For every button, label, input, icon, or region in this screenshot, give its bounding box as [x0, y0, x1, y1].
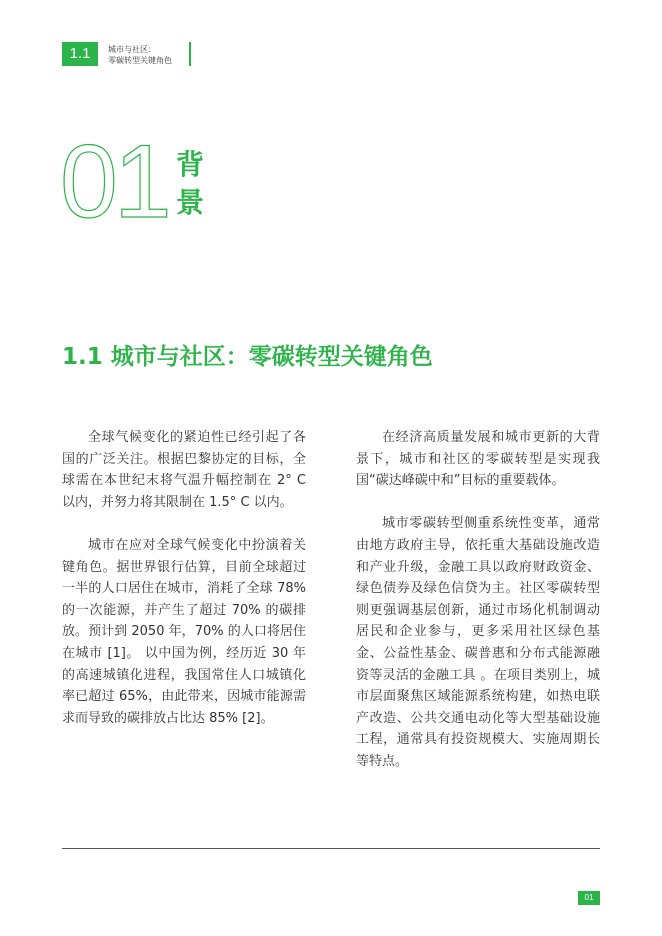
- paragraph: 城市在应对全球气候变化中扮演着关键角色。据世界银行估算，目前全球超过一半的人口居住在城市，消耗了全球 78% 的一次能源，并产生了超过 70% 的碳排放。预计到 2050 年，70% 的人口将居住在城市 [1]。 以中国为例，经历近 30 年的高速城镇化进程，我国常住人口城镇化率已超过 65%，由此带来，因城市能源需求而导致的碳排放占比达 85% [2]。: [62, 537, 306, 726]
- header-divider: [189, 42, 191, 66]
- footer-divider: [62, 848, 600, 849]
- section-title: 1.1 城市与社区：零碳转型关键角色: [62, 344, 433, 370]
- chapter-title-char-2: 景: [176, 186, 205, 219]
- page-number: 01: [578, 891, 600, 905]
- running-header-line1: 城市与社区：: [108, 45, 156, 54]
- paragraph: 城市零碳转型侧重系统性变革，通常由地方政府主导，依托重大基础设施改造和产业升级，金融工具以政府财政资金、绿色债券及绿色信贷为主。社区零碳转型则更强调基层创新，通过市场化机制调动居民和企业参与，更多采用社区绿色基金、公益性基金、碳普惠和分布式能源融资等灵活的金融工具 。在项目类别上，城市层面聚焦区域能源系统构建，如热电联产改造、公共交通电动化等大型基础设施工程，通常具有投资规模大、实施周期长等特点。: [356, 516, 600, 769]
- left-column: [62, 427, 306, 751]
- chapter-title-char-1: 背: [176, 148, 205, 181]
- chapter-title: [176, 146, 216, 222]
- paragraph: 全球气候变化的紧迫性已经引起了各国的广泛关注。根据巴黎协定的目标，全球需在本世纪末将气温升幅控制在 2° C 以内，并努力将其限制在 1.5° C 以内。: [62, 430, 306, 510]
- running-header-line2: 零碳转型关键角色: [108, 56, 172, 65]
- paragraph: 在经济高质量发展和城市更新的大背景下，城市和社区的零碳转型是实现我国“碳达峰碳中和”目标的重要载体。: [356, 430, 600, 489]
- section-badge: 1.1: [62, 42, 98, 66]
- right-column: [356, 427, 600, 794]
- chapter-number: 01: [60, 124, 168, 240]
- running-header: [108, 44, 172, 66]
